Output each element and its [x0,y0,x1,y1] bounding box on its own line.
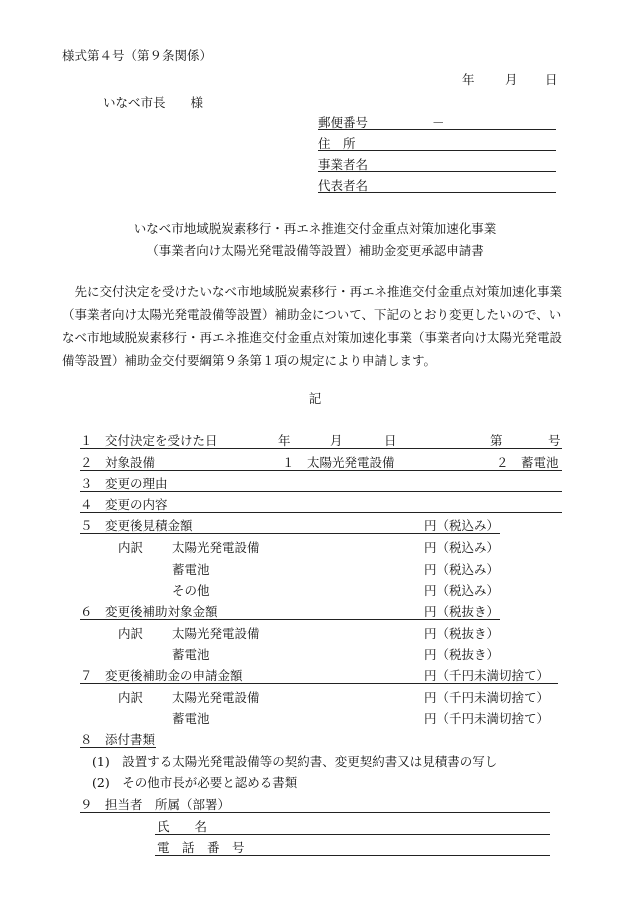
item2-option-battery[interactable]: ２ 蓄電池 [496,455,559,470]
business-name-field[interactable] [318,171,556,172]
postal-code-dash: － [432,115,445,130]
item6-sub-solar: 太陽光発電設備 [172,626,260,641]
item7-unit: 円（千円未満切捨て） [424,668,550,683]
item6-uchiwake: 内訳 [118,626,144,641]
item1-dai: 第 [490,433,503,448]
item6-sub-battery: 蓄電池 [172,647,210,662]
item9-name-field[interactable] [155,834,550,835]
item9-label: ９ 担当者 所属（部署） [80,797,231,812]
item1-go: 号 [548,433,561,448]
item6-sub-solar-unit: 円（税抜き） [424,626,500,641]
item1-day: 日 [384,433,397,448]
item7-label: ７ 変更後補助金の申請金額 [80,668,243,683]
item9-phone-label: 電 話 番 号 [157,840,245,855]
item8-doc2: (2) その他市長が必要と認める書類 [92,775,298,790]
item8-doc1: (1) 設置する太陽光発電設備等の契約書、変更契約書又は見積書の写し [92,754,498,769]
item7-uchiwake: 内訳 [118,690,144,705]
item8-label: ８ 添付書類 [80,732,156,747]
item7-field[interactable] [80,683,558,684]
representative-field[interactable] [318,192,556,193]
item4-field[interactable] [80,512,562,513]
item4-label: ４ 変更の内容 [80,497,168,512]
item3-field[interactable] [80,491,562,492]
item5-unit: 円（税込み） [424,518,500,533]
item7-sub-battery-unit: 円（千円未満切捨て） [424,711,550,726]
item7-sub-solar: 太陽光発電設備 [172,690,260,705]
item5-sub-solar-unit: 円（税込み） [424,540,500,555]
item1-month: 月 [330,433,343,448]
item2-label: ２ 対象設備 [80,455,156,470]
item5-sub-other-unit: 円（税込み） [424,583,500,598]
item2-option-solar[interactable]: １ 太陽光発電設備 [282,455,395,470]
item5-sub-battery: 蓄電池 [172,562,210,577]
item7-sub-solar-unit: 円（千円未満切捨て） [424,690,550,705]
body-paragraph: 先に交付決定を受けたいなべ市地域脱炭素移行・再エネ推進交付金重点対策加速化事業（事業者向け太陽光発電設備等設置）補助金について、下記のとおり変更したいので、いなべ市地域脱炭素移行・再エネ推進交付金重点対策加速化事業（事業者向け太陽光発電設備等設置）補助金交付要綱第９条第１項の規定により申請します。 [62,284,563,368]
address-field[interactable] [318,150,556,151]
item8-underline [80,747,156,748]
item5-uchiwake: 内訳 [118,540,144,555]
item6-label: ６ 変更後補助対象金額 [80,604,218,619]
item9-name-label: 氏 名 [157,819,208,834]
item5-sub-solar: 太陽光発電設備 [172,540,260,555]
item5-field[interactable] [80,533,500,534]
business-name-label: 事業者名 [318,157,369,172]
item1-field[interactable] [80,448,562,449]
item6-field[interactable] [80,619,500,620]
date-year-label: 年 [462,72,475,87]
date-day-label: 日 [545,72,558,87]
ki-heading: 記 [308,391,322,406]
representative-label: 代表者名 [318,178,369,193]
document-title-line2: （事業者向け太陽光発電設備等設置）補助金変更承認申請書 [146,243,484,258]
item7-sub-battery: 蓄電池 [172,711,210,726]
item1-year: 年 [278,433,291,448]
address-label: 住 所 [318,136,356,151]
item6-sub-battery-unit: 円（税抜き） [424,647,500,662]
document-title-line1: いなべ市地域脱炭素移行・再エネ推進交付金重点対策加速化事業 [133,221,497,236]
item1-label: １ 交付決定を受けた日 [80,433,218,448]
postal-code-label: 郵便番号 [318,115,369,130]
item5-sub-other: その他 [172,583,210,598]
date-month-label: 月 [505,72,518,87]
item5-sub-battery-unit: 円（税込み） [424,562,500,577]
form-number: 様式第４号（第９条関係） [62,48,213,63]
addressee: いなべ市長 様 [103,95,204,110]
item3-label: ３ 変更の理由 [80,476,168,491]
item9-phone-field[interactable] [155,855,550,856]
item5-label: ５ 変更後見積金額 [80,518,193,533]
item6-unit: 円（税抜き） [424,604,500,619]
item9-department-field[interactable] [80,812,550,813]
postal-code-field[interactable] [318,129,556,130]
item2-underline [80,470,562,471]
